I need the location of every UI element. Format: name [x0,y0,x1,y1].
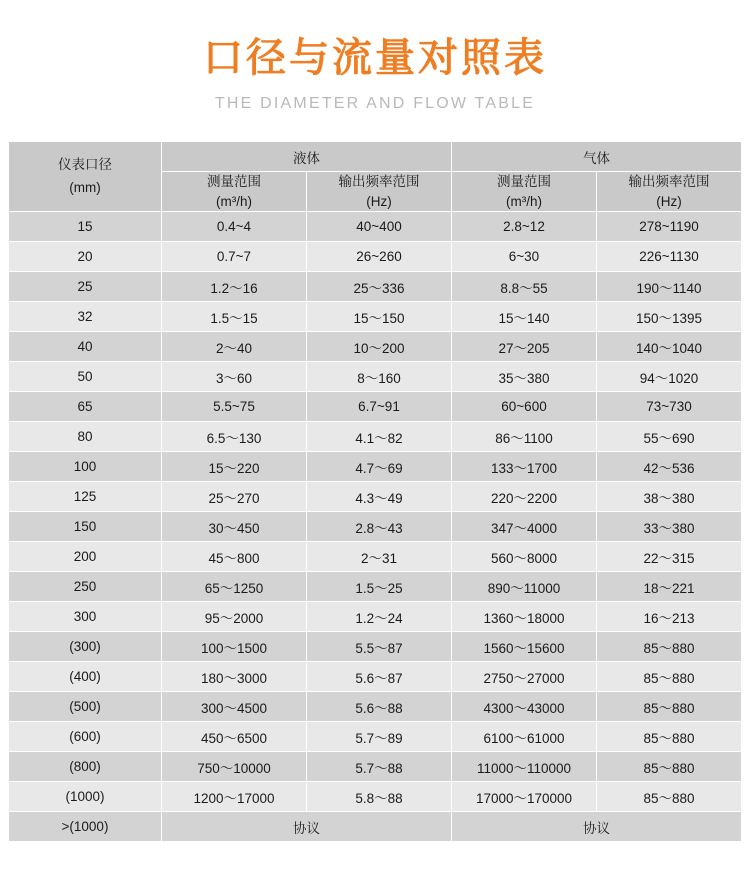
header-diameter [9,142,162,212]
cell-liquid-range: 15～220 [162,452,307,482]
cell-gas-range: 4300～43000 [452,692,597,722]
table-row-last [9,812,742,842]
cell-liquid-range: 0.7~7 [162,242,307,272]
table-row [9,422,742,452]
cell-liquid-range: 1.5～15 [162,302,307,332]
table-row [9,302,742,332]
cell-gas-freq: 33～380 [597,512,742,542]
cell-gas-range: 8.8～55 [452,272,597,302]
cell-gas-range: 15～140 [452,302,597,332]
cell-gas-freq: 150～1395 [597,302,742,332]
cell-liquid-freq: 5.6～87 [307,662,452,692]
table-row [9,242,742,272]
table-header-row-1 [9,142,742,172]
cell-gas-range: 133～1700 [452,452,597,482]
cell-gas-agreement: 协议 [452,812,742,842]
cell-diameter: 25 [9,272,162,302]
cell-gas-range: 60~600 [452,392,597,422]
cell-gas-range: 27～205 [452,332,597,362]
cell-liquid-freq: 10～200 [307,332,452,362]
cell-liquid-freq: 2～31 [307,542,452,572]
cell-liquid-freq: 1.2～24 [307,602,452,632]
diameter-flow-table [8,141,742,842]
header-liquid-freq-unit: (Hz) [366,193,392,209]
header-gas-freq [597,172,742,212]
cell-diameter: (800) [9,752,162,782]
table-row [9,482,742,512]
cell-liquid-range: 6.5～130 [162,422,307,452]
cell-diameter: 40 [9,332,162,362]
table-row [9,362,742,392]
cell-gas-range: 11000～110000 [452,752,597,782]
cell-gas-freq: 85～880 [597,632,742,662]
table-row [9,512,742,542]
cell-gas-freq: 278~1190 [597,212,742,242]
cell-gas-range: 6~30 [452,242,597,272]
table-row [9,572,742,602]
cell-liquid-range: 25～270 [162,482,307,512]
cell-gas-range: 17000～170000 [452,782,597,812]
cell-liquid-freq: 5.7～88 [307,752,452,782]
cell-liquid-range: 300～4500 [162,692,307,722]
table-row [9,602,742,632]
table-row [9,662,742,692]
cell-diameter: 65 [9,392,162,422]
table-row [9,452,742,482]
cell-gas-range: 347～4000 [452,512,597,542]
header-diameter-unit: (mm) [69,179,101,195]
cell-liquid-freq: 5.6～88 [307,692,452,722]
header-gas: 气体 [452,142,742,172]
cell-liquid-freq: 2.8～43 [307,512,452,542]
cell-liquid-agreement: 协议 [162,812,452,842]
cell-liquid-freq: 5.5～87 [307,632,452,662]
cell-liquid-range: 450～6500 [162,722,307,752]
header-gas-freq-label: 输出频率范围 [628,174,710,189]
cell-diameter: (600) [9,722,162,752]
cell-liquid-freq: 25～336 [307,272,452,302]
cell-diameter: 250 [9,572,162,602]
cell-diameter: 100 [9,452,162,482]
page-subtitle: THE DIAMETER AND FLOW TABLE [214,95,536,112]
cell-gas-range: 86～1100 [452,422,597,452]
cell-diameter: 50 [9,362,162,392]
cell-liquid-range: 2～40 [162,332,307,362]
title-block [0,0,750,113]
table-row [9,692,742,722]
cell-liquid-freq: 5.7～89 [307,722,452,752]
cell-liquid-freq: 6.7~91 [307,392,452,422]
cell-diameter: (400) [9,662,162,692]
cell-diameter: 125 [9,482,162,512]
cell-diameter: 200 [9,542,162,572]
cell-gas-freq: 140～1040 [597,332,742,362]
cell-liquid-freq: 26~260 [307,242,452,272]
cell-gas-freq: 38～380 [597,482,742,512]
table-row [9,272,742,302]
cell-gas-freq: 226~1130 [597,242,742,272]
cell-liquid-range: 95～2000 [162,602,307,632]
cell-gas-range: 35～380 [452,362,597,392]
cell-gas-range: 890～11000 [452,572,597,602]
cell-liquid-range: 180～3000 [162,662,307,692]
table-row [9,212,742,242]
cell-liquid-freq: 4.7～69 [307,452,452,482]
cell-gas-freq: 42～536 [597,452,742,482]
table-row [9,632,742,662]
cell-gas-freq: 55～690 [597,422,742,452]
cell-liquid-freq: 4.1～82 [307,422,452,452]
cell-liquid-range: 100～1500 [162,632,307,662]
cell-gas-freq: 18～221 [597,572,742,602]
table-row [9,782,742,812]
cell-diameter: 15 [9,212,162,242]
cell-gas-range: 6100～61000 [452,722,597,752]
cell-gas-freq: 85～880 [597,752,742,782]
table-row [9,542,742,572]
header-gas-freq-unit: (Hz) [656,193,682,209]
cell-gas-freq: 190～1140 [597,272,742,302]
cell-diameter: 300 [9,602,162,632]
cell-liquid-freq: 15～150 [307,302,452,332]
header-liquid-range-unit: (m³/h) [216,193,252,209]
cell-liquid-range: 3～60 [162,362,307,392]
cell-diameter: 150 [9,512,162,542]
header-liquid-freq [307,172,452,212]
cell-gas-range: 2750～27000 [452,662,597,692]
cell-gas-freq: 22～315 [597,542,742,572]
cell-diameter: 80 [9,422,162,452]
cell-diameter: 20 [9,242,162,272]
cell-gas-freq: 73~730 [597,392,742,422]
cell-gas-range: 220～2200 [452,482,597,512]
page-title: 口径与流量对照表 [203,36,547,80]
cell-liquid-range: 1200～17000 [162,782,307,812]
table-row [9,332,742,362]
cell-diameter: (300) [9,632,162,662]
cell-gas-range: 560～8000 [452,542,597,572]
header-liquid-range-label: 测量范围 [207,174,261,189]
cell-gas-freq: 85～880 [597,722,742,752]
cell-liquid-freq: 4.3～49 [307,482,452,512]
cell-gas-range: 2.8~12 [452,212,597,242]
cell-liquid-range: 45～800 [162,542,307,572]
cell-diameter: (500) [9,692,162,722]
header-liquid: 液体 [162,142,452,172]
cell-liquid-range: 0.4~4 [162,212,307,242]
cell-liquid-freq: 5.8～88 [307,782,452,812]
cell-liquid-freq: 1.5～25 [307,572,452,602]
cell-liquid-freq: 40~400 [307,212,452,242]
cell-liquid-range: 1.2～16 [162,272,307,302]
cell-gas-freq: 85～880 [597,782,742,812]
header-gas-range [452,172,597,212]
cell-liquid-range: 65～1250 [162,572,307,602]
header-diameter-label: 仪表口径 [58,156,112,172]
cell-gas-freq: 85～880 [597,662,742,692]
cell-gas-freq: 16～213 [597,602,742,632]
header-gas-range-label: 测量范围 [497,174,551,189]
cell-diameter: (1000) [9,782,162,812]
cell-liquid-freq: 8～160 [307,362,452,392]
cell-gas-range: 1360～18000 [452,602,597,632]
cell-gas-freq: 85～880 [597,692,742,722]
table-row [9,752,742,782]
header-liquid-range [162,172,307,212]
cell-liquid-range: 30～450 [162,512,307,542]
cell-liquid-range: 5.5~75 [162,392,307,422]
cell-diameter: 32 [9,302,162,332]
header-liquid-freq-label: 输出频率范围 [338,174,420,189]
header-gas-range-unit: (m³/h) [506,193,542,209]
table-row [9,722,742,752]
cell-gas-freq: 94～1020 [597,362,742,392]
table-row [9,392,742,422]
cell-diameter: >(1000) [9,812,162,842]
cell-gas-range: 1560～15600 [452,632,597,662]
cell-liquid-range: 750～10000 [162,752,307,782]
